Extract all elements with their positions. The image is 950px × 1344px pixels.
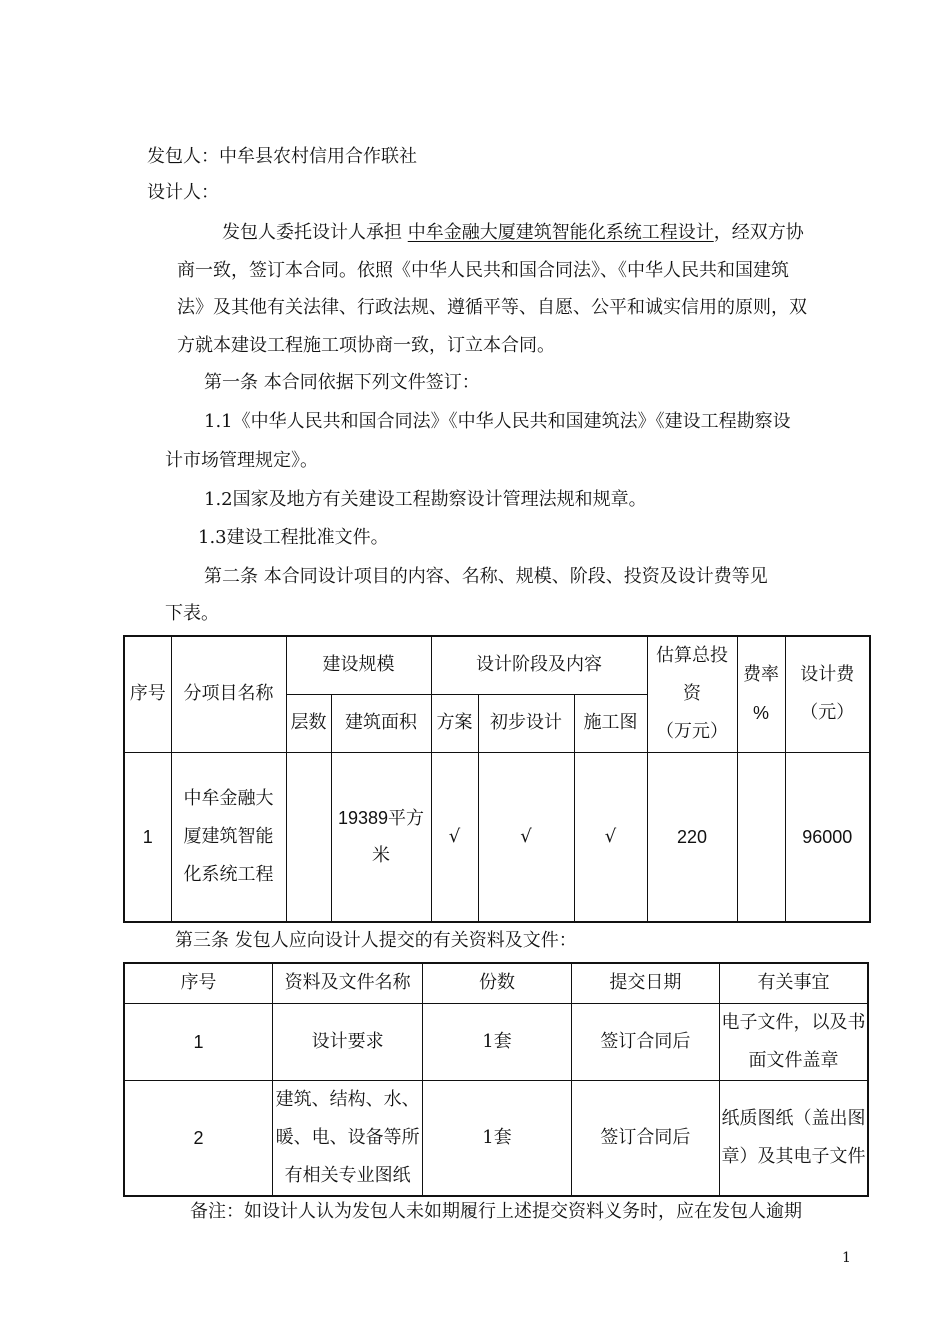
row-construction-check: √ bbox=[574, 752, 647, 922]
header-seq: 序号 bbox=[124, 636, 171, 752]
article1-item-3: 1.3建设工程批准文件。 bbox=[198, 527, 389, 548]
row-seq: 1 bbox=[124, 752, 171, 922]
intro-paragraph-line-4: 方就本建设工程施工项协商一致，订立本合同。 bbox=[177, 335, 555, 356]
row-item-name bbox=[171, 752, 286, 922]
article2-title-a: 第二条 本合同设计项目的内容、名称、规模、阶段、投资及设计费等见 bbox=[204, 566, 768, 587]
project-name-underlined: 中牟金融大厦建筑智能化系统工程设计 bbox=[407, 222, 714, 243]
article1-item-2: 1.2国家及地方有关建设工程勘察设计管理法规和规章。 bbox=[204, 489, 647, 510]
header-construction-drawing: 施工图 bbox=[574, 694, 647, 752]
header-stage: 设计阶段及内容 bbox=[431, 636, 647, 694]
client-line: 发包人：中牟县农村信用合作联社 bbox=[147, 146, 417, 167]
header-fee bbox=[785, 636, 870, 752]
designer-line: 设计人： bbox=[147, 182, 219, 203]
article3-title: 第三条 发包人应向设计人提交的有关资料及文件： bbox=[175, 930, 577, 951]
intro-prefix: 发包人委托设计人承担 bbox=[222, 222, 402, 243]
row-rate bbox=[737, 752, 785, 922]
row-remarks bbox=[720, 1003, 868, 1080]
row-area-line2: 米 bbox=[372, 844, 390, 866]
row-copies: 1套 bbox=[423, 1003, 571, 1080]
header-investment-line3: （万元） bbox=[656, 721, 729, 743]
header-item-name: 分项目名称 bbox=[171, 636, 286, 752]
header-remarks: 有关事宜 bbox=[720, 963, 868, 1003]
row-item-name-line3: 化系统工程 bbox=[183, 863, 274, 885]
row-area-line1: 19389平方 bbox=[337, 807, 425, 828]
header-preliminary: 初步设计 bbox=[478, 694, 574, 752]
remark-line: 备注：如设计人认为发包人未如期履行上述提交资料义务时，应在发包人逾期 bbox=[190, 1201, 802, 1222]
header-document-name: 资料及文件名称 bbox=[272, 963, 422, 1003]
row-remarks-line2: 面文件盖章 bbox=[748, 1049, 839, 1071]
row-document-name: 设计要求 bbox=[272, 1003, 422, 1080]
intro-paragraph-line-3: 法》及其他有关法律、行政法规、遵循平等、自愿、公平和诚实信用的原则，双 bbox=[177, 297, 807, 318]
header-investment-line2: 资 bbox=[683, 683, 702, 705]
header-rate bbox=[737, 636, 785, 752]
header-fee-line1: 设计费 bbox=[800, 664, 855, 686]
header-seq: 序号 bbox=[124, 963, 272, 1003]
design-items-table bbox=[123, 635, 871, 923]
table-row bbox=[124, 1080, 868, 1196]
row-seq: 2 bbox=[124, 1080, 272, 1196]
row-document-name bbox=[272, 1080, 422, 1196]
intro-paragraph-line-1 bbox=[222, 221, 804, 245]
row-seq: 1 bbox=[124, 1003, 272, 1080]
header-investment bbox=[647, 636, 737, 752]
row-preliminary-check: √ bbox=[478, 752, 574, 922]
intro-paragraph-line-2: 商一致，签订本合同。依照《中华人民共和国合同法》、《中华人民共和国建筑 bbox=[177, 260, 789, 281]
documents-table bbox=[123, 962, 869, 1197]
row-floors bbox=[286, 752, 331, 922]
page-number: 1 bbox=[842, 1250, 851, 1266]
article2-title-b: 下表。 bbox=[165, 603, 219, 624]
article1-item-1b: 计市场管理规定》。 bbox=[165, 450, 318, 471]
article1-title: 第一条 本合同依据下列文件签订： bbox=[204, 372, 480, 393]
article1-item-1a: 1.1《中华人民共和国合同法》《中华人民共和国建筑法》《建设工程勘察设 bbox=[204, 411, 791, 432]
row-remarks-line2: 章）及其电子文件 bbox=[721, 1145, 866, 1167]
table-row bbox=[124, 752, 870, 922]
row-item-name-line2: 厦建筑智能 bbox=[183, 825, 274, 847]
row-remarks-line1: 纸质图纸（盖出图 bbox=[721, 1107, 866, 1129]
header-area: 建筑面积 bbox=[331, 694, 431, 752]
row-submit-date: 签订合同后 bbox=[571, 1003, 719, 1080]
row-document-name-line2: 暖、电、设备等所 bbox=[275, 1126, 420, 1148]
row-investment: 220 bbox=[647, 752, 737, 922]
header-investment-line1: 估算总投 bbox=[656, 645, 729, 667]
row-remarks-line1: 电子文件，以及书 bbox=[721, 1011, 866, 1033]
row-document-name-line3: 有相关专业图纸 bbox=[284, 1164, 411, 1186]
row-item-name-line1: 中牟金融大 bbox=[183, 787, 274, 809]
row-fee: 96000 bbox=[785, 752, 870, 922]
row-remarks bbox=[720, 1080, 868, 1196]
header-floors: 层数 bbox=[286, 694, 331, 752]
header-scale: 建设规模 bbox=[286, 636, 431, 694]
header-submit-date: 提交日期 bbox=[571, 963, 719, 1003]
table-row bbox=[124, 1003, 868, 1080]
header-scheme: 方案 bbox=[431, 694, 478, 752]
header-copies: 份数 bbox=[423, 963, 571, 1003]
row-submit-date: 签订合同后 bbox=[571, 1080, 719, 1196]
intro-suffix: ，经双方协 bbox=[713, 222, 804, 243]
row-area bbox=[331, 752, 431, 922]
header-fee-line2: （元） bbox=[800, 702, 855, 724]
header-rate-line1: 费率 bbox=[743, 664, 780, 686]
row-scheme-check: √ bbox=[431, 752, 478, 922]
row-document-name-line1: 建筑、结构、水、 bbox=[275, 1088, 420, 1110]
row-copies: 1套 bbox=[423, 1080, 571, 1196]
header-rate-line2: % bbox=[753, 703, 770, 724]
